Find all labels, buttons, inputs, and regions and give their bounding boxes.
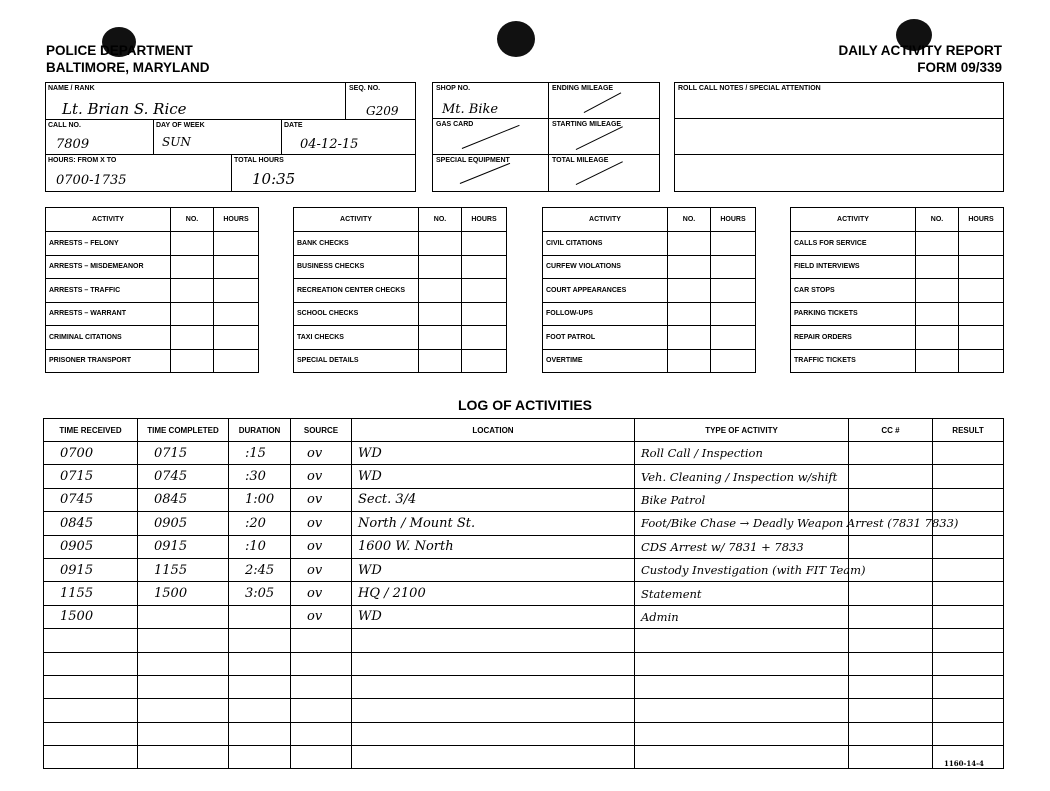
time-received-cell[interactable]: 1155 [44, 582, 138, 605]
punch-hole-center [497, 21, 535, 57]
type-of-activity-cell[interactable] [635, 629, 849, 652]
activity-label: CALLS FOR SERVICE [791, 232, 916, 256]
activity-no-cell[interactable] [419, 279, 462, 303]
activity-hours-cell[interactable] [214, 326, 259, 350]
day-of-week-value[interactable]: SUN [162, 135, 191, 149]
result-cell[interactable] [933, 558, 1004, 581]
seq-no-value[interactable]: G209 [366, 104, 399, 118]
duration-cell[interactable] [229, 605, 291, 628]
log-row [44, 442, 1004, 465]
activity-header-row [294, 208, 507, 232]
source-cell[interactable] [291, 675, 352, 698]
day-of-week-label: DAY OF WEEK [156, 122, 205, 129]
time-received-cell[interactable] [44, 699, 138, 722]
time-received-cell[interactable]: 0745 [44, 488, 138, 511]
activity-no-cell[interactable] [171, 326, 214, 350]
activity-column-header: ACTIVITY [46, 208, 171, 232]
activity-no-cell[interactable] [668, 326, 711, 350]
cc-number-cell[interactable] [849, 652, 933, 675]
activity-hours-cell[interactable] [959, 326, 1004, 350]
activity-hours-cell[interactable] [214, 279, 259, 303]
time-completed-cell[interactable] [138, 746, 229, 769]
activity-row [543, 326, 756, 350]
no-column-header: NO. [916, 208, 959, 232]
activity-no-cell[interactable] [419, 232, 462, 256]
activity-header-row [791, 208, 1004, 232]
activity-no-cell[interactable] [916, 255, 959, 279]
log-row [44, 629, 1004, 652]
activity-no-cell[interactable] [916, 232, 959, 256]
type-of-activity-cell[interactable] [635, 652, 849, 675]
starting-mileage-label: STARTING MILEAGE [552, 121, 622, 128]
ending-mileage-label: ENDING MILEAGE [552, 85, 614, 92]
log-row [44, 675, 1004, 698]
activity-label: FIELD INTERVIEWS [791, 255, 916, 279]
location-cell[interactable]: North / Mount St. [352, 512, 635, 535]
hours-label: HOURS: FROM X TO [48, 157, 117, 164]
activity-no-cell[interactable] [171, 302, 214, 326]
type-of-activity-cell[interactable]: Custody Investigation (with FIT Team) [635, 558, 849, 581]
activity-hours-cell[interactable] [711, 349, 756, 373]
time-completed-cell[interactable] [138, 675, 229, 698]
activity-hours-cell[interactable] [462, 326, 507, 350]
time-received-cell[interactable]: 0905 [44, 535, 138, 558]
activity-row [791, 349, 1004, 373]
activity-label: BUSINESS CHECKS [294, 255, 419, 279]
total-mileage-label: TOTAL MILEAGE [552, 157, 609, 164]
activity-row [46, 349, 259, 373]
total-hours-value[interactable]: 10:35 [252, 170, 296, 188]
duration-cell[interactable] [229, 699, 291, 722]
activity-no-cell[interactable] [916, 279, 959, 303]
result-cell[interactable] [933, 675, 1004, 698]
type-of-activity-cell[interactable]: Statement [635, 582, 849, 605]
activity-column-header: ACTIVITY [294, 208, 419, 232]
log-title: LOG OF ACTIVITIES [457, 397, 593, 413]
result-cell[interactable] [933, 465, 1004, 488]
time-completed-cell[interactable]: 0715 [138, 442, 229, 465]
time-received-cell[interactable]: 0715 [44, 465, 138, 488]
activity-hours-cell[interactable] [959, 349, 1004, 373]
activity-no-cell[interactable] [916, 326, 959, 350]
duration-cell[interactable] [229, 629, 291, 652]
log-row [44, 605, 1004, 628]
log-row [44, 652, 1004, 675]
activity-row [294, 279, 507, 303]
time-received-cell[interactable]: 0845 [44, 512, 138, 535]
no-column-header: NO. [171, 208, 214, 232]
log-header-row [44, 419, 1004, 442]
activity-label: FOOT PATROL [543, 326, 668, 350]
activity-row [791, 302, 1004, 326]
location-cell[interactable]: WD [352, 558, 635, 581]
activity-label: OVERTIME [543, 349, 668, 373]
result-cell[interactable] [933, 488, 1004, 511]
cc-number-cell[interactable] [849, 675, 933, 698]
activity-hours-cell[interactable] [711, 255, 756, 279]
activity-hours-cell[interactable] [959, 255, 1004, 279]
source-cell[interactable]: ov [291, 535, 352, 558]
activity-hours-cell[interactable] [959, 279, 1004, 303]
hours-column-header: HOURS [959, 208, 1004, 232]
activity-no-cell[interactable] [916, 349, 959, 373]
activity-label: ARRESTS – MISDEMEANOR [46, 255, 171, 279]
activity-row [543, 232, 756, 256]
source-cell[interactable] [291, 652, 352, 675]
activity-hours-cell[interactable] [711, 326, 756, 350]
name-rank-value[interactable]: Lt. Brian S. Rice [62, 100, 187, 118]
activity-label: ARRESTS – WARRANT [46, 302, 171, 326]
time-completed-cell[interactable]: 0845 [138, 488, 229, 511]
location-cell[interactable] [352, 629, 635, 652]
cc-number-cell[interactable] [849, 746, 933, 769]
no-column-header: NO. [419, 208, 462, 232]
cc-number-header: CC # [849, 419, 933, 442]
location-cell[interactable] [352, 675, 635, 698]
type-of-activity-cell[interactable]: Foot/Bike Chase → Deadly Weapon Arrest (7831 7833) [635, 512, 849, 535]
activity-no-cell[interactable] [419, 255, 462, 279]
activity-row [46, 302, 259, 326]
source-cell[interactable] [291, 629, 352, 652]
source-cell[interactable]: ov [291, 582, 352, 605]
location-cell[interactable]: WD [352, 442, 635, 465]
source-cell[interactable] [291, 699, 352, 722]
duration-cell[interactable]: :15 [229, 442, 291, 465]
activity-hours-cell[interactable] [462, 232, 507, 256]
hours-column-header: HOURS [462, 208, 507, 232]
type-of-activity-header: TYPE OF ACTIVITY [635, 419, 849, 442]
source-cell[interactable] [291, 746, 352, 769]
date-label: DATE [284, 122, 303, 129]
type-of-activity-cell[interactable]: Admin [635, 605, 849, 628]
source-cell[interactable]: ov [291, 605, 352, 628]
result-cell[interactable] [933, 652, 1004, 675]
duration-cell[interactable] [229, 722, 291, 745]
cc-number-cell[interactable] [849, 488, 933, 511]
log-row [44, 558, 1004, 581]
date-value[interactable]: 04-12-15 [300, 137, 359, 152]
activity-no-cell[interactable] [171, 232, 214, 256]
activity-label: TAXI CHECKS [294, 326, 419, 350]
activity-row [791, 232, 1004, 256]
activity-table-1 [45, 207, 259, 373]
activity-label: COURT APPEARANCES [543, 279, 668, 303]
activity-row [294, 255, 507, 279]
log-row [44, 699, 1004, 722]
activity-hours-cell[interactable] [959, 232, 1004, 256]
location-cell[interactable] [352, 652, 635, 675]
cc-number-cell[interactable] [849, 535, 933, 558]
result-cell[interactable] [933, 442, 1004, 465]
cc-number-cell[interactable] [849, 629, 933, 652]
activity-row [294, 349, 507, 373]
department-city: BALTIMORE, MARYLAND [46, 60, 210, 75]
location-cell[interactable]: WD [352, 605, 635, 628]
time-completed-cell[interactable] [138, 722, 229, 745]
cc-number-cell[interactable] [849, 605, 933, 628]
source-cell[interactable] [291, 722, 352, 745]
activity-hours-cell[interactable] [462, 279, 507, 303]
activity-label: ARRESTS – TRAFFIC [46, 279, 171, 303]
call-no-value[interactable]: 7809 [56, 137, 90, 152]
time-received-cell[interactable]: 1500 [44, 605, 138, 628]
shop-no-label: SHOP NO. [436, 85, 471, 92]
shop-no-value[interactable]: Mt. Bike [442, 102, 499, 117]
activity-hours-cell[interactable] [711, 232, 756, 256]
source-cell[interactable]: ov [291, 558, 352, 581]
time-completed-cell[interactable]: 1500 [138, 582, 229, 605]
total-hours-label: TOTAL HOURS [234, 157, 284, 164]
activity-label: CURFEW VIOLATIONS [543, 255, 668, 279]
location-cell[interactable]: 1600 W. North [352, 535, 635, 558]
time-completed-cell[interactable] [138, 605, 229, 628]
activity-no-cell[interactable] [171, 349, 214, 373]
activity-label: REPAIR ORDERS [791, 326, 916, 350]
activity-table-2 [293, 207, 507, 373]
activity-no-cell[interactable] [668, 349, 711, 373]
activity-no-cell[interactable] [419, 349, 462, 373]
duration-cell[interactable]: 1:00 [229, 488, 291, 511]
type-of-activity-cell[interactable]: Roll Call / Inspection [635, 442, 849, 465]
roll-call-notes-label: ROLL CALL NOTES / SPECIAL ATTENTION [678, 85, 821, 92]
activity-no-cell[interactable] [916, 302, 959, 326]
type-of-activity-cell[interactable] [635, 699, 849, 722]
cc-number-cell[interactable] [849, 699, 933, 722]
time-completed-cell[interactable]: 0905 [138, 512, 229, 535]
activity-hours-cell[interactable] [214, 255, 259, 279]
location-cell[interactable]: WD [352, 465, 635, 488]
activity-header-row [46, 208, 259, 232]
result-cell[interactable] [933, 605, 1004, 628]
activity-row [294, 326, 507, 350]
activity-column-header: ACTIVITY [791, 208, 916, 232]
activity-no-cell[interactable] [419, 326, 462, 350]
activity-row [46, 255, 259, 279]
type-of-activity-cell[interactable]: CDS Arrest w/ 7831 + 7833 [635, 535, 849, 558]
time-completed-cell[interactable] [138, 699, 229, 722]
log-row [44, 488, 1004, 511]
time-completed-cell[interactable]: 1155 [138, 558, 229, 581]
result-cell[interactable] [933, 535, 1004, 558]
location-cell[interactable] [352, 699, 635, 722]
time-received-cell[interactable] [44, 652, 138, 675]
activity-row [543, 279, 756, 303]
location-cell[interactable]: HQ / 2100 [352, 582, 635, 605]
activity-row [543, 302, 756, 326]
activity-hours-cell[interactable] [462, 302, 507, 326]
activity-table-4 [790, 207, 1004, 373]
duration-cell[interactable]: 2:45 [229, 558, 291, 581]
activity-hours-cell[interactable] [214, 232, 259, 256]
type-of-activity-cell[interactable] [635, 675, 849, 698]
source-cell[interactable]: ov [291, 512, 352, 535]
hours-value[interactable]: 0700-1735 [56, 173, 127, 188]
time-received-header: TIME RECEIVED [44, 419, 138, 442]
report-title: DAILY ACTIVITY REPORT [838, 43, 1002, 58]
footer-code: 1160-14-4 [944, 759, 984, 768]
activity-hours-cell[interactable] [711, 302, 756, 326]
activity-label: PRISONER TRANSPORT [46, 349, 171, 373]
activity-label: TRAFFIC TICKETS [791, 349, 916, 373]
activity-hours-cell[interactable] [214, 302, 259, 326]
source-header: SOURCE [291, 419, 352, 442]
activity-label: PARKING TICKETS [791, 302, 916, 326]
activity-no-cell[interactable] [668, 279, 711, 303]
activity-label: CAR STOPS [791, 279, 916, 303]
result-header: RESULT [933, 419, 1004, 442]
time-completed-cell[interactable] [138, 629, 229, 652]
duration-cell[interactable] [229, 652, 291, 675]
activity-row [791, 326, 1004, 350]
activity-row [543, 349, 756, 373]
activity-label: CRIMINAL CITATIONS [46, 326, 171, 350]
log-row [44, 465, 1004, 488]
activity-hours-cell[interactable] [214, 349, 259, 373]
activity-row [294, 302, 507, 326]
activity-row [46, 279, 259, 303]
activity-label: FOLLOW-UPS [543, 302, 668, 326]
source-cell[interactable]: ov [291, 442, 352, 465]
location-header: LOCATION [352, 419, 635, 442]
hours-column-header: HOURS [711, 208, 756, 232]
activity-row [543, 255, 756, 279]
cc-number-cell[interactable] [849, 465, 933, 488]
hours-column-header: HOURS [214, 208, 259, 232]
activity-hours-cell[interactable] [711, 279, 756, 303]
seq-no-label: SEQ. NO. [349, 85, 381, 92]
activity-no-cell[interactable] [668, 302, 711, 326]
duration-cell[interactable] [229, 746, 291, 769]
roll-call-notes-box[interactable] [674, 82, 1004, 192]
name-rank-label: NAME / RANK [48, 85, 95, 92]
activity-row [46, 232, 259, 256]
gas-card-label: GAS CARD [436, 121, 474, 128]
department-name: POLICE DEPARTMENT [46, 43, 193, 58]
source-cell[interactable]: ov [291, 465, 352, 488]
duration-cell[interactable]: 3:05 [229, 582, 291, 605]
activity-header-row [543, 208, 756, 232]
log-table [43, 418, 1004, 769]
cc-number-cell[interactable] [849, 582, 933, 605]
time-completed-cell[interactable]: 0915 [138, 535, 229, 558]
log-row [44, 512, 1004, 535]
result-cell[interactable] [933, 722, 1004, 745]
duration-header: DURATION [229, 419, 291, 442]
activity-no-cell[interactable] [419, 302, 462, 326]
type-of-activity-cell[interactable]: Veh. Cleaning / Inspection w/shift [635, 465, 849, 488]
activity-hours-cell[interactable] [462, 255, 507, 279]
location-cell[interactable]: Sect. 3/4 [352, 488, 635, 511]
type-of-activity-cell[interactable]: Bike Patrol [635, 488, 849, 511]
time-received-cell[interactable] [44, 675, 138, 698]
activity-label: ARRESTS – FELONY [46, 232, 171, 256]
activity-row [294, 232, 507, 256]
time-received-cell[interactable] [44, 746, 138, 769]
activity-table-3 [542, 207, 756, 373]
vehicle-info-box [432, 82, 660, 192]
location-cell[interactable] [352, 722, 635, 745]
call-no-label: CALL NO. [48, 122, 81, 129]
activity-label: SCHOOL CHECKS [294, 302, 419, 326]
activity-no-cell[interactable] [668, 232, 711, 256]
cc-number-cell[interactable] [849, 442, 933, 465]
activity-column-header: ACTIVITY [543, 208, 668, 232]
time-completed-header: TIME COMPLETED [138, 419, 229, 442]
activity-row [791, 279, 1004, 303]
location-cell[interactable] [352, 746, 635, 769]
no-column-header: NO. [668, 208, 711, 232]
activity-no-cell[interactable] [171, 279, 214, 303]
activity-no-cell[interactable] [668, 255, 711, 279]
duration-cell[interactable]: :10 [229, 535, 291, 558]
form-number: FORM 09/339 [917, 60, 1002, 75]
time-completed-cell[interactable]: 0745 [138, 465, 229, 488]
result-cell[interactable] [933, 582, 1004, 605]
duration-cell[interactable] [229, 675, 291, 698]
activity-label: BANK CHECKS [294, 232, 419, 256]
log-row [44, 746, 1004, 769]
result-cell[interactable] [933, 629, 1004, 652]
activity-label: SPECIAL DETAILS [294, 349, 419, 373]
activity-hours-cell[interactable] [959, 302, 1004, 326]
activity-no-cell[interactable] [171, 255, 214, 279]
activity-row [791, 255, 1004, 279]
time-received-cell[interactable]: 0915 [44, 558, 138, 581]
time-completed-cell[interactable] [138, 652, 229, 675]
time-received-cell[interactable] [44, 722, 138, 745]
type-of-activity-cell[interactable] [635, 746, 849, 769]
source-cell[interactable]: ov [291, 488, 352, 511]
time-received-cell[interactable]: 0700 [44, 442, 138, 465]
activity-hours-cell[interactable] [462, 349, 507, 373]
log-row [44, 582, 1004, 605]
cc-number-cell[interactable] [849, 722, 933, 745]
log-row [44, 535, 1004, 558]
log-row [44, 722, 1004, 745]
duration-cell[interactable]: :20 [229, 512, 291, 535]
type-of-activity-cell[interactable] [635, 722, 849, 745]
activity-label: CIVIL CITATIONS [543, 232, 668, 256]
special-equipment-label: SPECIAL EQUIPMENT [436, 157, 510, 164]
duration-cell[interactable]: :30 [229, 465, 291, 488]
activity-row [46, 326, 259, 350]
activity-label: RECREATION CENTER CHECKS [294, 279, 419, 303]
result-cell[interactable] [933, 699, 1004, 722]
time-received-cell[interactable] [44, 629, 138, 652]
